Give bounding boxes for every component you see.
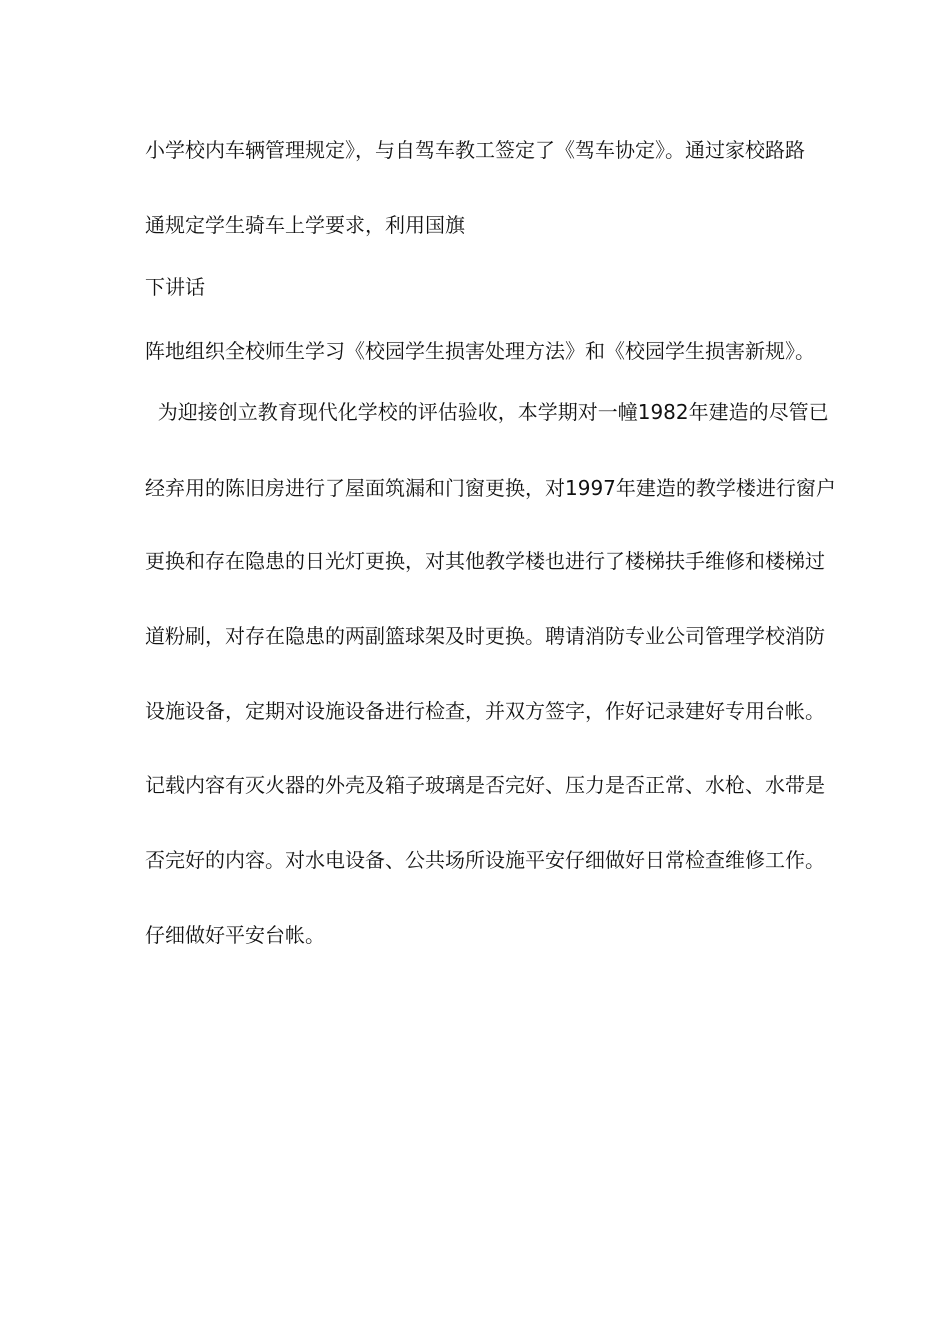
text-line-3: 下讲话: [145, 275, 205, 299]
text-line-10: 记载内容有灭火器的外壳及箱子玻璃是否完好、压力是否正常、水枪、水带是: [145, 773, 825, 797]
text-line-2: 通规定学生骑车上学要求，利用国旗: [145, 213, 465, 237]
text-line-6: 经弃用的陈旧房进行了屋面筑漏和门窗更换，对1997年建造的教学楼进行窗户: [145, 476, 836, 500]
text-line-11: 否完好的内容。对水电设备、公共场所设施平安仔细做好日常检查维修工作。: [145, 848, 825, 872]
text-line-12: 仔细做好平安台帐。: [145, 923, 325, 947]
text-line-5: 为迎接创立教育现代化学校的评估验收，本学期对一幢1982年建造的尽管已: [145, 400, 829, 424]
text-line-1: 小学校内车辆管理规定》，与自驾车教工签定了《驾车协定》。通过家校路路: [145, 138, 805, 162]
text-line-8: 道粉刷，对存在隐患的两副篮球架及时更换。聘请消防专业公司管理学校消防: [145, 624, 825, 648]
text-line-4: 阵地组织全校师生学习《校园学生损害处理方法》和《校园学生损害新规》。: [145, 339, 815, 363]
text-line-9: 设施设备，定期对设施设备进行检查，并双方签字，作好记录建好专用台帐。: [145, 699, 825, 723]
text-line-7: 更换和存在隐患的日光灯更换，对其他教学楼也进行了楼梯扶手维修和楼梯过: [145, 549, 825, 573]
